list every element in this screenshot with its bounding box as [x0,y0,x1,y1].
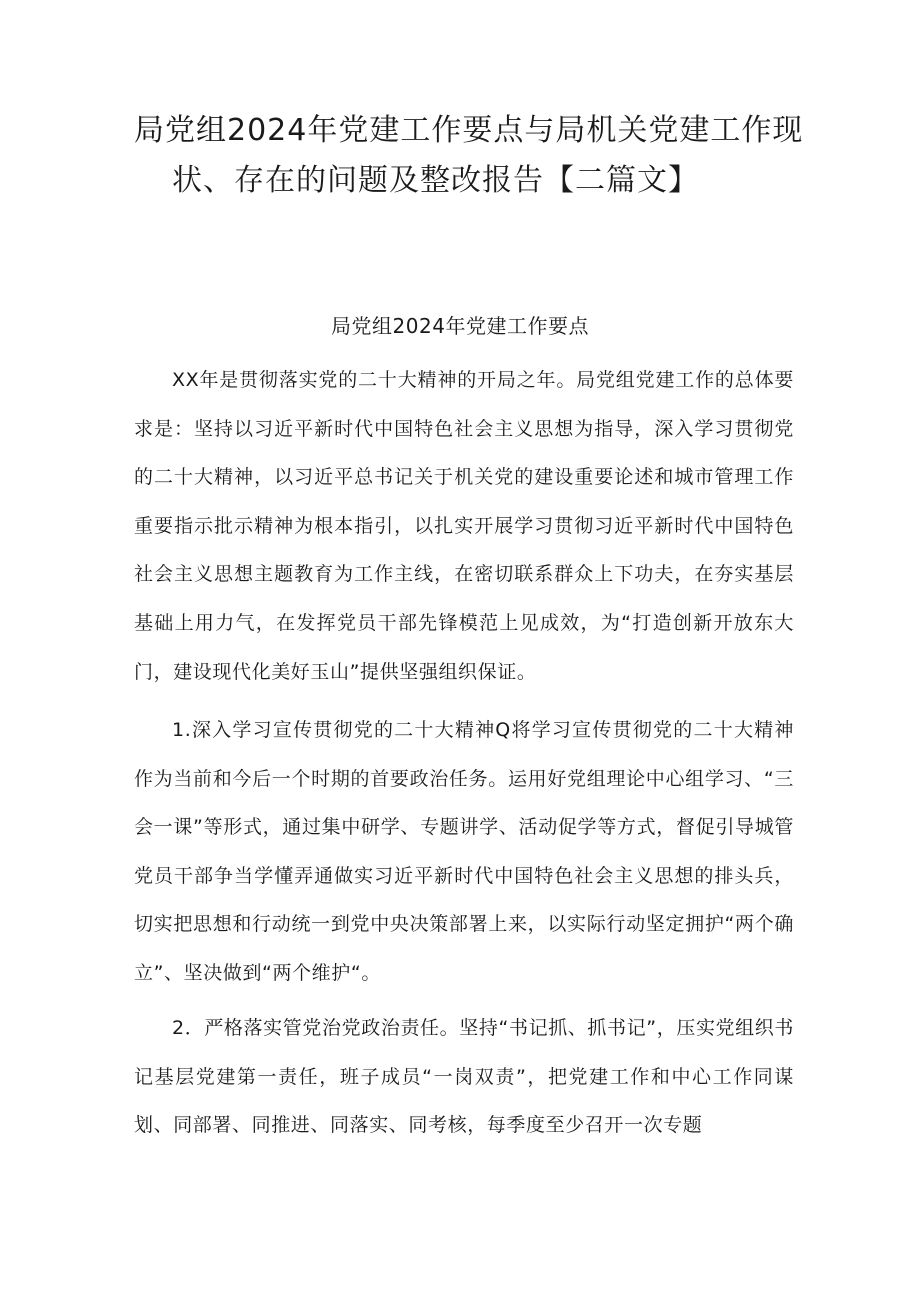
document-title-line-1: 局党组2024年党建工作要点与局机关党建工作现 [134,113,804,148]
paragraph-intro: XX年是贯彻落实党的二十大精神的开局之年。局党组党建工作的总体要求是：坚持以习近平新时代中国特色社会主义思想为指导，深入学习贯彻党的二十大精神，以习近平总书记关于机关党的建设重要论述和城市管理工作重要指示批示精神为根本指引，以扎实开展学习贯彻习近平新时代中国特色社会主义思想主题教育为工作主线，在密切联系群众上下功夫，在夯实基层基础上用力气，在发挥党员干部先锋模范上见成效，为“打造创新开放东大门，建设现代化美好玉山”提供坚强组织保证。 [134,369,794,683]
paragraph-item-2: 2．严格落实管党治党政治责任。坚持“书记抓、抓书记”，压实党组织书记基层党建第一责任，班子成员“一岗双责”，把党建工作和中心工作同谋划、同部署、同推进、同落实、同考核，每季度至少召开一次专题 [134,1017,794,1137]
document-title [134,106,804,206]
section-title: 局党组2024年党建工作要点 [331,314,589,338]
document-title-line-2: 状、存在的问题及整改报告【二篇文】 [172,163,699,198]
paragraph-item-1: 1.深入学习宣传贯彻党的二十大精神Q将学习宣传贯彻党的二十大精神作为当前和今后一个时期的首要政治任务。运用好党组理论中心组学习、“三会一课”等形式，通过集中研学、专题讲学、活动促学等方式，督促引导城管党员干部争当学懂弄通做实习近平新时代中国特色社会主义思想的排头兵，切实把思想和行动统一到党中央决策部署上来，以实际行动坚定拥护“两个确立”、坚决做到“两个维护“。 [134,719,794,984]
